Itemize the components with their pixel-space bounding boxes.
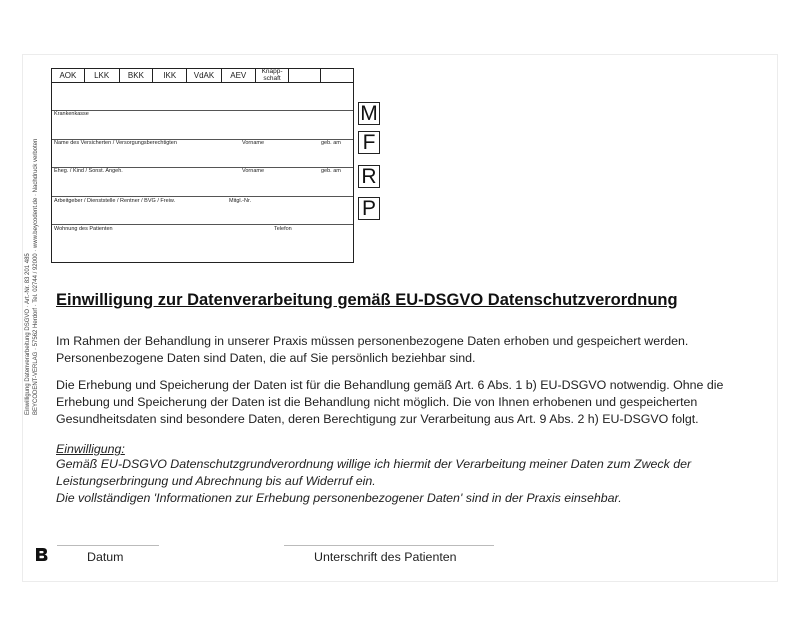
insurer-cell: AEV [222, 69, 256, 82]
form-divider [52, 224, 353, 225]
insurer-cell: IKK [153, 69, 187, 82]
label-mitgliedsnummer: Mitgl.-Nr. [229, 198, 251, 204]
mfrp-box-f: F [358, 131, 380, 154]
consent-heading: Einwilligung: [56, 442, 125, 456]
consent-info-note: Die vollständigen 'Informationen zur Erhebung personenbezogener Daten' sind in der Praxis einsehbar. [56, 491, 622, 505]
form-divider [52, 196, 353, 197]
label-telefon: Telefon [274, 226, 292, 232]
insurer-cell: LKK [85, 69, 120, 82]
patient-signature-line [284, 545, 494, 546]
date-label: Datum [87, 550, 124, 564]
insurer-cell [321, 69, 353, 82]
patient-signature-label: Unterschrift des Patienten [314, 550, 457, 564]
label-arbeitgeber: Arbeitgeber / Dienststelle / Rentner / BVG / Freiw. [54, 198, 176, 204]
label-vorname-2: Vorname [242, 168, 265, 174]
insurer-cell: VdAK [187, 69, 222, 82]
form-divider [52, 110, 353, 111]
label-vorname: Vorname [242, 140, 265, 146]
side-text-line-1: Einwilligung Datenverarbeitung DSGVO · Art.-Nr. 83 201 485 [25, 253, 31, 415]
publisher-logo-icon [35, 547, 48, 562]
paragraph-legal-basis: Die Erhebung und Speicherung der Daten ist für die Behandlung gemäß Art. 6 Abs. 1 b) EU-DSGVO notwendig. Ohne die Erhebung und Speicherung der Daten ist die Behandlung nicht möglich. Die von Ihnen erhobenen und gespeicherten Gesundheitsdaten sind besondere Daten, deren Berechtigung zur Verarbeitung aus Art. 9 Abs. 2 h) EU-DSGVO folgt. [56, 378, 724, 426]
insurer-cell [289, 69, 321, 82]
label-angehoerige: Eheg. / Kind / Sonst. Angeh. [54, 168, 123, 174]
consent-text [56, 456, 746, 507]
mfrp-box-p: P [358, 197, 380, 220]
label-geb: geb. am [321, 140, 341, 146]
label-krankenkasse: Krankenkasse [54, 111, 89, 117]
label-name: Name des Versicherten / Versorgungsberechtigten [54, 140, 177, 146]
insurer-cell: AOK [52, 69, 85, 82]
insurer-row [52, 69, 353, 83]
label-wohnung: Wohnung des Patienten [54, 226, 113, 232]
insurance-form [51, 68, 354, 263]
date-signature-line [57, 545, 159, 546]
paragraph-intro: Im Rahmen der Behandlung in unserer Praxis müssen personenbezogene Daten erhoben und gespeichert werden. Personenbezogene Daten sind Daten, die auf Sie persönlich beziehbar sind. [56, 334, 689, 365]
insurer-cell: Knapp- schaft [256, 69, 290, 82]
insurer-cell: BKK [120, 69, 154, 82]
publisher-side-text [24, 138, 40, 415]
mfrp-box-m: M [358, 102, 380, 125]
mfrp-box-r: R [358, 165, 380, 188]
label-geb-2: geb. am [321, 168, 341, 174]
side-text-line-2: BEYCODENT-VERLAG · 57562 Herdorf · Tel. 02744 / 92000 · www.beycodent.de · Nachdruck verboten [33, 138, 39, 415]
consent-statement: Gemäß EU-DSGVO Datenschutzgrundverordnung willige ich hiermit der Verarbeitung meiner Daten zum Zweck der Leistungserbringung und Abrechnung bis auf Widerruf ein. [56, 457, 692, 488]
document-title: Einwilligung zur Datenverarbeitung gemäß EU-DSGVO Datenschutzverordnung [56, 291, 678, 309]
